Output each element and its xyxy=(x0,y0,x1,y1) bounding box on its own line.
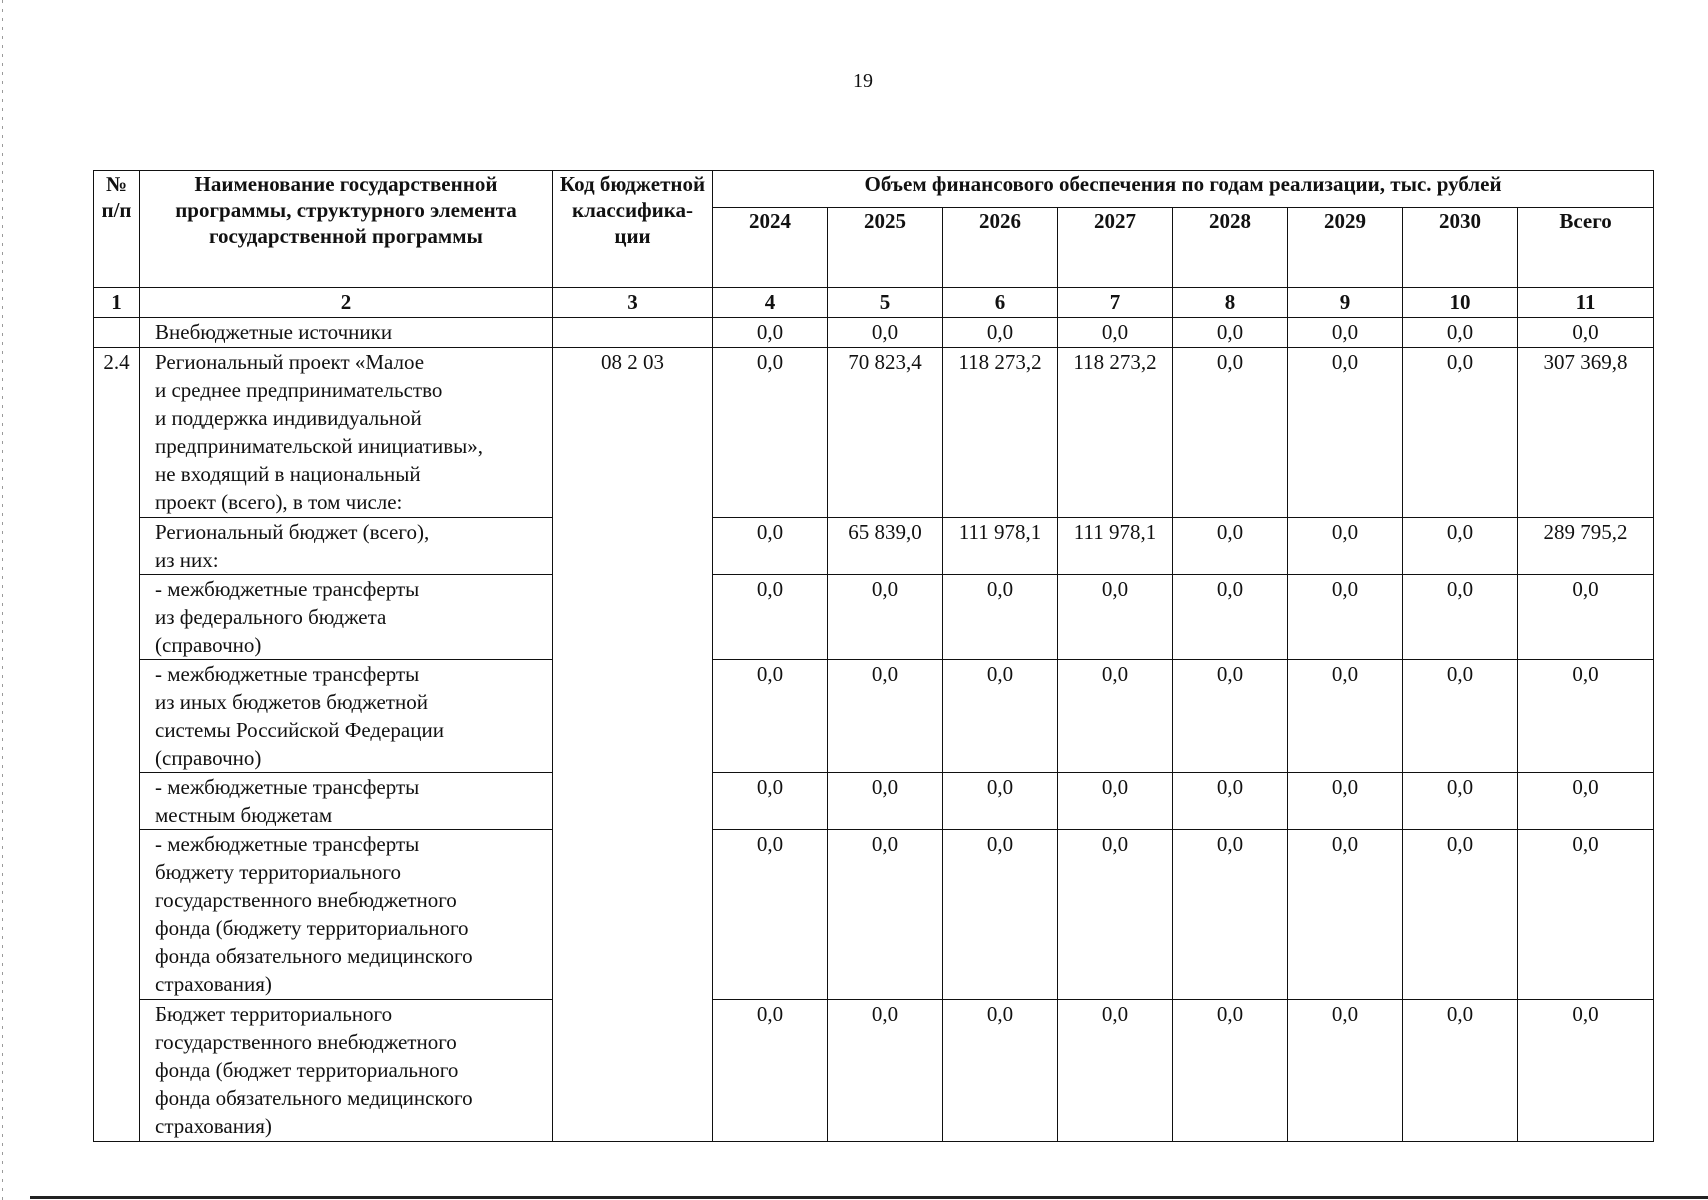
table-row xyxy=(94,318,1654,348)
value-cell: 0,0 xyxy=(713,318,828,348)
value-cell-total: 0,0 xyxy=(1518,318,1654,348)
header-year: 2026 xyxy=(943,208,1058,288)
value-cell: 0,0 xyxy=(828,1000,943,1142)
column-number: 10 xyxy=(1403,288,1518,318)
value-cell: 0,0 xyxy=(713,830,828,1000)
column-number: 11 xyxy=(1518,288,1654,318)
value-cell: 0,0 xyxy=(1173,518,1288,575)
header-year: 2027 xyxy=(1058,208,1173,288)
row-name: - межбюджетные трансферты местным бюджетам xyxy=(140,773,553,830)
value-cell: 70 823,4 xyxy=(828,348,943,518)
value-cell: 0,0 xyxy=(1288,660,1403,773)
value-cell: 0,0 xyxy=(1058,773,1173,830)
value-cell: 0,0 xyxy=(713,660,828,773)
value-cell: 0,0 xyxy=(1288,518,1403,575)
value-cell: 0,0 xyxy=(1403,660,1518,773)
table-row xyxy=(94,518,1654,575)
value-cell: 0,0 xyxy=(1173,318,1288,348)
value-cell: 0,0 xyxy=(713,518,828,575)
value-cell: 0,0 xyxy=(1288,773,1403,830)
value-cell: 118 273,2 xyxy=(943,348,1058,518)
value-cell: 0,0 xyxy=(1403,348,1518,518)
value-cell: 0,0 xyxy=(1058,660,1173,773)
header-row-top xyxy=(94,171,1654,208)
value-cell: 0,0 xyxy=(828,318,943,348)
row-name: - межбюджетные трансферты из иных бюджетов бюджетной системы Российской Федерации (справочно) xyxy=(140,660,553,773)
row-name: - межбюджетные трансферты из федерального бюджета (справочно) xyxy=(140,575,553,660)
value-cell: 0,0 xyxy=(943,575,1058,660)
scan-margin-left xyxy=(2,0,3,1200)
value-cell: 0,0 xyxy=(828,575,943,660)
value-cell-total: 289 795,2 xyxy=(1518,518,1654,575)
row-code: 08 2 03 xyxy=(553,348,713,1142)
column-number: 2 xyxy=(140,288,553,318)
table-row xyxy=(94,348,1654,518)
header-year: 2029 xyxy=(1288,208,1403,288)
value-cell: 0,0 xyxy=(1288,1000,1403,1142)
value-cell: 0,0 xyxy=(1288,348,1403,518)
column-number: 4 xyxy=(713,288,828,318)
value-cell: 0,0 xyxy=(828,660,943,773)
column-number: 6 xyxy=(943,288,1058,318)
column-number: 1 xyxy=(94,288,140,318)
value-cell: 0,0 xyxy=(828,773,943,830)
row-number: 2.4 xyxy=(94,348,140,1142)
value-cell: 111 978,1 xyxy=(1058,518,1173,575)
column-number: 3 xyxy=(553,288,713,318)
row-name: Региональный проект «Малое и среднее предпринимательство и поддержка индивидуальной предпринимательской инициативы», не входящий в национальный проект (всего), в том числе: xyxy=(140,348,553,518)
value-cell-total: 0,0 xyxy=(1518,575,1654,660)
value-cell: 0,0 xyxy=(713,773,828,830)
row-name: Внебюджетные источники xyxy=(140,318,553,348)
value-cell: 0,0 xyxy=(713,1000,828,1142)
table-row xyxy=(94,660,1654,773)
value-cell: 0,0 xyxy=(943,1000,1058,1142)
value-cell: 0,0 xyxy=(1403,1000,1518,1142)
table-row xyxy=(94,773,1654,830)
value-cell-total: 0,0 xyxy=(1518,830,1654,1000)
value-cell: 0,0 xyxy=(713,348,828,518)
value-cell-total: 0,0 xyxy=(1518,773,1654,830)
row-code xyxy=(553,318,713,348)
value-cell: 0,0 xyxy=(713,575,828,660)
value-cell: 0,0 xyxy=(943,773,1058,830)
value-cell: 0,0 xyxy=(1058,830,1173,1000)
value-cell-total: 0,0 xyxy=(1518,1000,1654,1142)
column-number: 8 xyxy=(1173,288,1288,318)
row-name: - межбюджетные трансферты бюджету территориального государственного внебюджетного фонда (бюджету территориального фонда обязательного медицинского страхования) xyxy=(140,830,553,1000)
value-cell: 0,0 xyxy=(1058,575,1173,660)
value-cell-total: 307 369,8 xyxy=(1518,348,1654,518)
value-cell: 65 839,0 xyxy=(828,518,943,575)
value-cell: 0,0 xyxy=(943,830,1058,1000)
header-col-code: Код бюджетной классифика-ции xyxy=(553,171,713,288)
value-cell: 0,0 xyxy=(1288,830,1403,1000)
value-cell: 111 978,1 xyxy=(943,518,1058,575)
value-cell: 0,0 xyxy=(1403,830,1518,1000)
value-cell: 0,0 xyxy=(828,830,943,1000)
column-numbers-row xyxy=(94,288,1654,318)
value-cell: 0,0 xyxy=(1403,318,1518,348)
table-row xyxy=(94,1000,1654,1142)
value-cell: 0,0 xyxy=(1288,575,1403,660)
table-row xyxy=(94,575,1654,660)
header-col-volume: Объем финансового обеспечения по годам реализации, тыс. рублей xyxy=(713,171,1654,208)
value-cell: 0,0 xyxy=(1403,773,1518,830)
value-cell: 0,0 xyxy=(943,660,1058,773)
row-name: Бюджет территориального государственного внебюджетного фонда (бюджет территориального фонда обязательного медицинского страхования) xyxy=(140,1000,553,1142)
value-cell: 0,0 xyxy=(1173,1000,1288,1142)
column-number: 7 xyxy=(1058,288,1173,318)
value-cell: 0,0 xyxy=(1058,318,1173,348)
value-cell: 0,0 xyxy=(1173,830,1288,1000)
value-cell: 0,0 xyxy=(1173,348,1288,518)
column-number: 9 xyxy=(1288,288,1403,318)
scan-edge-bottom xyxy=(30,1196,1708,1199)
value-cell: 0,0 xyxy=(1173,575,1288,660)
header-year: 2024 xyxy=(713,208,828,288)
value-cell-total: 0,0 xyxy=(1518,660,1654,773)
header-year: 2028 xyxy=(1173,208,1288,288)
header-year-total: Всего xyxy=(1518,208,1654,288)
value-cell: 0,0 xyxy=(1173,773,1288,830)
header-col-num: № п/п xyxy=(94,171,140,288)
value-cell: 0,0 xyxy=(943,318,1058,348)
row-number xyxy=(94,318,140,348)
value-cell: 0,0 xyxy=(1058,1000,1173,1142)
header-year: 2030 xyxy=(1403,208,1518,288)
value-cell: 118 273,2 xyxy=(1058,348,1173,518)
value-cell: 0,0 xyxy=(1403,518,1518,575)
header-year: 2025 xyxy=(828,208,943,288)
value-cell: 0,0 xyxy=(1173,660,1288,773)
page-number: 19 xyxy=(853,70,873,92)
value-cell: 0,0 xyxy=(1288,318,1403,348)
table-row xyxy=(94,830,1654,1000)
row-name: Региональный бюджет (всего), из них: xyxy=(140,518,553,575)
value-cell: 0,0 xyxy=(1403,575,1518,660)
header-col-name: Наименование государственной программы, структурного элемента государственной программы xyxy=(140,171,553,288)
column-number: 5 xyxy=(828,288,943,318)
financing-table xyxy=(93,170,1654,1142)
